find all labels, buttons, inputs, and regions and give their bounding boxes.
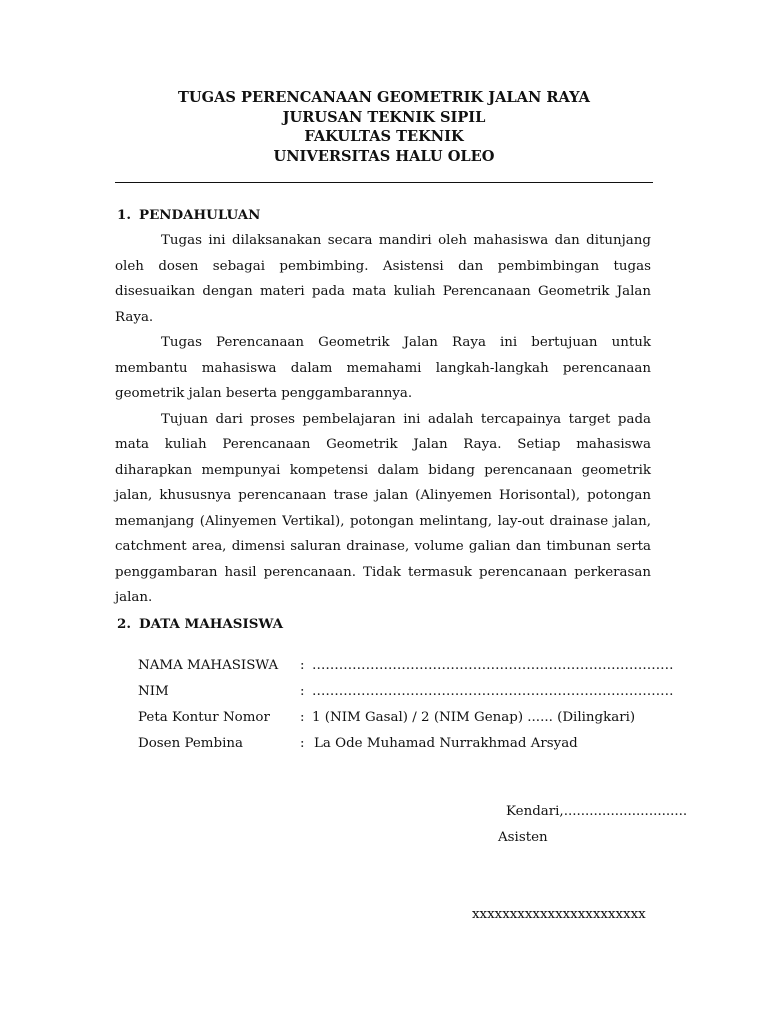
data-row-nama: NAMA MAHASISWA : ……………………………………………………………………… <box>138 658 674 673</box>
field-value: 1 (NIM Gasal) / 2 (NIM Genap) ...... (Dilingkari) <box>312 710 636 725</box>
section-1-body <box>115 228 651 611</box>
field-label: NIM <box>138 684 169 699</box>
signature-role: Asisten <box>498 830 548 845</box>
section-2-title: DATA MAHASISWA <box>139 616 283 632</box>
field-value: ……………………………………………………………………… <box>312 658 674 673</box>
field-label: Peta Kontur Nomor <box>138 710 270 725</box>
data-row-dosen: Dosen Pembina : La Ode Muhamad Nurrakhmad Arsyad <box>138 736 578 751</box>
section-1-heading <box>117 207 260 223</box>
data-row-peta-kontur: Peta Kontur Nomor : 1 (NIM Gasal) / 2 (NIM Genap) ...... (Dilingkari) <box>138 710 636 725</box>
field-label: NAMA MAHASISWA <box>138 658 279 673</box>
field-value: La Ode Muhamad Nurrakhmad Arsyad <box>314 736 578 751</box>
data-row-nim: NIM : ……………………………………………………………………… <box>138 684 674 699</box>
header-title: TUGAS PERENCANAAN GEOMETRIK JALAN RAYA <box>178 89 590 106</box>
field-label: Dosen Pembina <box>138 736 243 751</box>
section-1-number: 1. <box>117 207 131 223</box>
section-1-title: PENDAHULUAN <box>139 207 261 223</box>
paragraph-2: Tugas Perencanaan Geometrik Jalan Raya ini bertujuan untuk membantu mahasiswa dalam memahami langkah-langkah perencanaan geometrik jalan beserta penggambarannya. <box>115 335 651 401</box>
header-faculty: FAKULTAS TEKNIK <box>304 128 464 145</box>
signature-place-date: Kendari,............................. <box>506 804 688 819</box>
header-divider <box>115 182 653 183</box>
header-university: UNIVERSITAS HALU OLEO <box>273 147 495 165</box>
paragraph-3: Tujuan dari proses pembelajaran ini adalah tercapainya target pada mata kuliah Perencanaan Geometrik Jalan Raya. Setiap mahasiswa diharapkan mempunyai kompetensi dalam bidang perencanaan geometrik jalan, khususnya perencanaan trase jalan (Alinyemen Horisontal), potongan memanjang (Alinyemen Vertikal), potongan melintang, lay-out drainase jalan, catchment area, dimensi saluran drainase, volume galian dan timbunan serta penggambaran hasil perencanaan. Tidak termasuk perencanaan perkerasan jalan. <box>115 411 651 605</box>
field-value: ……………………………………………………………………… <box>312 684 674 699</box>
section-2-heading <box>117 616 283 632</box>
signature-name: xxxxxxxxxxxxxxxxxxxxxxx <box>472 907 646 922</box>
document-header <box>115 88 653 166</box>
paragraph-1: Tugas ini dilaksanakan secara mandiri oleh mahasiswa dan ditunjang oleh dosen sebagai pembimbing. Asistensi dan pembimbingan tugas disesuaikan dengan materi pada mata kuliah Perencanaan Geometrik Jalan Raya. <box>115 233 651 325</box>
header-department: JURUSAN TEKNIK SIPIL <box>282 108 486 126</box>
section-2-number: 2. <box>117 616 131 632</box>
